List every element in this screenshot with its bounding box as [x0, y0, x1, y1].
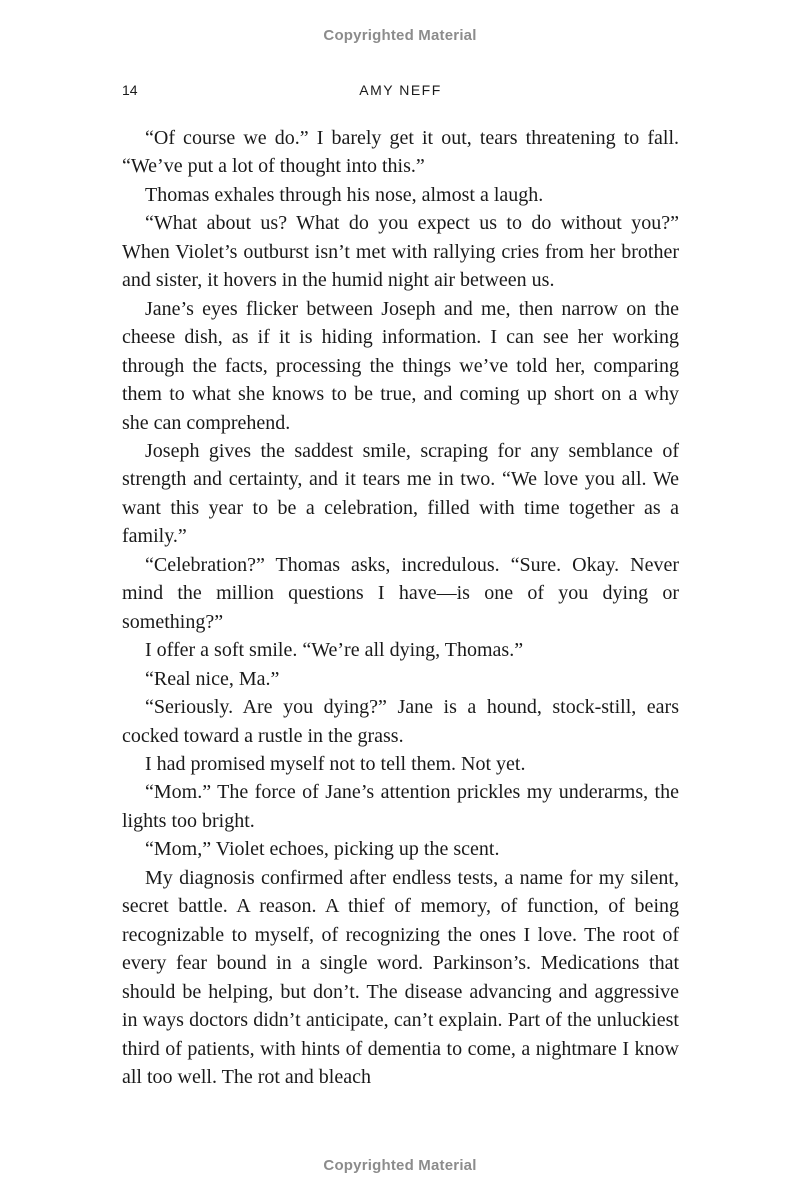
paragraph: “Mom,” Violet echoes, picking up the scent. [145, 838, 500, 861]
paragraph: I had promised myself not to tell them. Not yet. [145, 752, 526, 775]
paragraph: “What about us? What do you expect us to do without you?” When Violet’s outburst isn’t met with rallying cries from her brother and sister, it hovers in the humid night air between us. [122, 212, 679, 292]
paragraph: Thomas exhales through his nose, almost a laugh. [145, 183, 544, 206]
paragraph: “Celebration?” Thomas asks, incredulous. “Sure. Okay. Never mind the million questions I have—is one of you dying or something?” [122, 553, 679, 633]
paragraph: My diagnosis confirmed after endless tests, a name for my silent, secret battle. A reason. A thief of memory, of function, of being recognizable to myself, of recognizing the ones I love. The root of every fear bound in a single word. Parkinson’s. Medications that should be helping, but don’t. The disease advancing and aggressive in ways doctors didn’t anticipate, can’t explain. Part of the unluckiest third of patients, with hints of dementia to come, a nightmare I know all too well. The rot and bleach [122, 866, 679, 1088]
paragraph: Jane’s eyes flicker between Joseph and me, then narrow on the cheese dish, as if it is hiding information. I can see her working through the facts, processing the things we’ve told her, comparing them to what she knows to be true, and coming up short on a why she can comprehend. [122, 297, 679, 434]
paragraph: “Mom.” The force of Jane’s attention prickles my underarms, the lights too bright. [122, 781, 679, 832]
copyright-watermark-top: Copyrighted Material [323, 27, 477, 44]
paragraph: Joseph gives the saddest smile, scraping for any semblance of strength and certainty, and it tears me in two. “We love you all. We want this year to be a celebration, filled with time together as a family.” [122, 439, 679, 548]
body-text [122, 124, 679, 1091]
paragraph: I offer a soft smile. “We’re all dying, Thomas.” [145, 639, 524, 662]
running-head [122, 82, 679, 102]
paragraph: “Of course we do.” I barely get it out, tears threatening to fall. “We’ve put a lot of thought into this.” [122, 127, 679, 178]
author-running-title: AMY NEFF [359, 82, 442, 98]
paragraph: “Real nice, Ma.” [145, 667, 280, 690]
copyright-watermark-bottom: Copyrighted Material [323, 1157, 477, 1174]
page-number: 14 [122, 82, 138, 98]
paragraph: “Seriously. Are you dying?” Jane is a hound, stock-still, ears cocked toward a rustle in the grass. [122, 696, 679, 747]
